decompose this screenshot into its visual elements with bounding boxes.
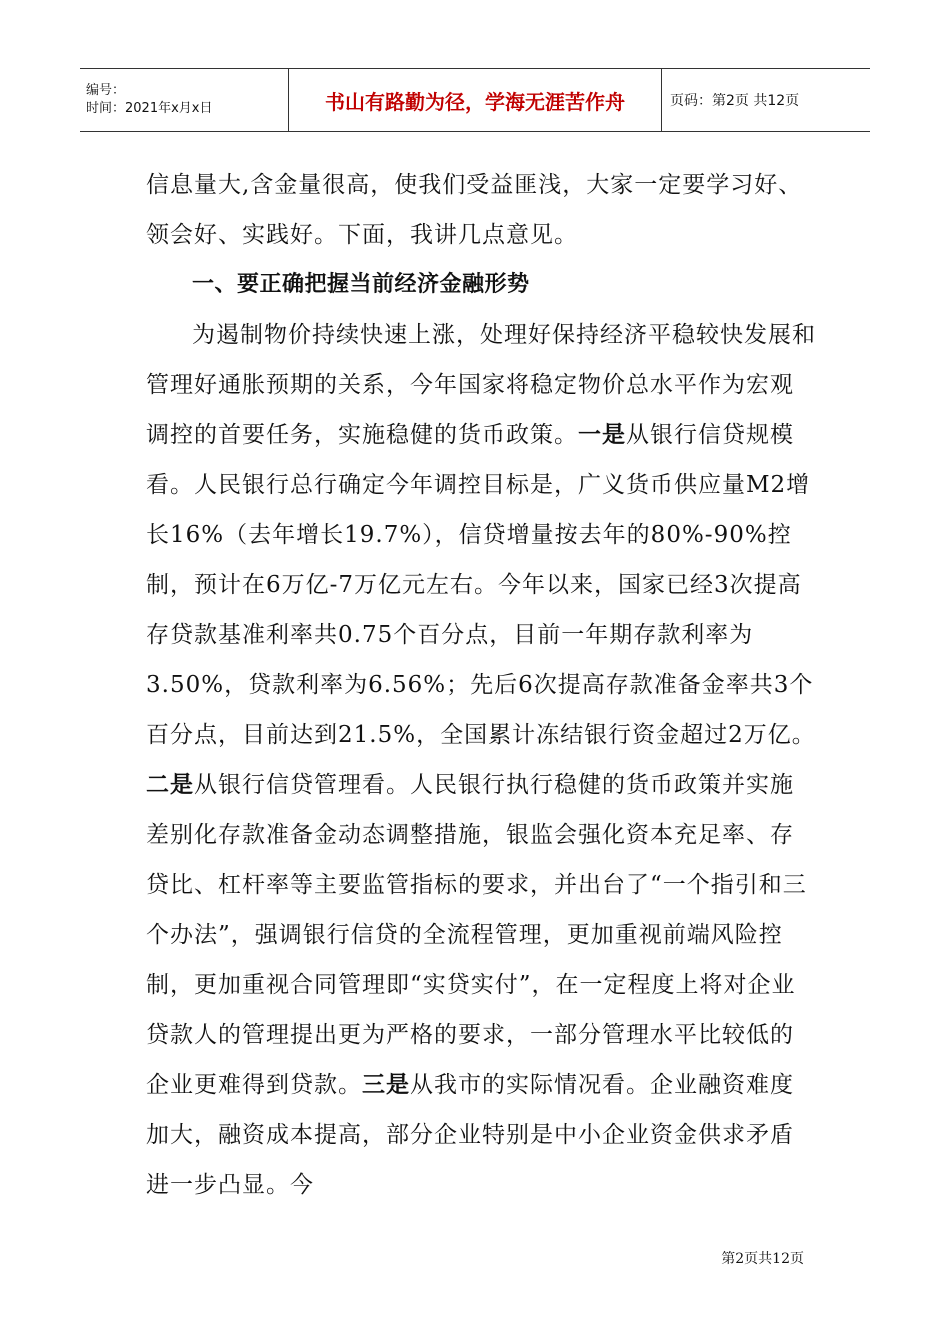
header-motto: [288, 69, 662, 131]
paragraph-text: 从我市的实际情况看。企业融资难度加大，融资成本提高，部分企业特别是中小企业资金供求矛盾进一步凸显。今: [146, 1072, 794, 1198]
paragraph-economy: [146, 310, 816, 1210]
paragraph-text: 为遏制物价持续快速上涨，处理好保持经济平稳较快发展和管理好通胀预期的关系，今年国家将稳定物价总水平作为宏观调控的首要任务，实施稳健的货币政策。: [146, 322, 816, 448]
page-info-text: 页码：第2页 共12页: [670, 93, 800, 109]
header-meta: [80, 69, 288, 131]
document-number-label: 编号：: [86, 83, 126, 98]
page-footer: 第2页共12页: [721, 1251, 804, 1267]
paragraph-text: 从银行信贷规模看。人民银行总行确定今年调控目标是，广义货币供应量M2增长16%（去年增长19.7%），信贷增量按去年的80%-90%控制，预计在6万亿-7万亿元左右。今年以来，国家已经3次提高存贷款基准利率共0.75个百分点，目前一年期存款利率为3.50%，贷款利率为6.56%；先后6次提高存款准备金率共3个百分点，目前达到21.5%，全国累计冻结银行资金超过2万亿。: [146, 422, 816, 748]
motto-text: 书山有路勤为径，学海无涯苦作舟: [325, 89, 625, 114]
paragraph-intro: 信息量大,含金量很高，使我们受益匪浅，大家一定要学习好、领会好、实践好。下面，我讲几点意见。: [146, 172, 803, 248]
document-date: 时间：2021年x月x日: [86, 101, 213, 116]
document-body: [146, 160, 816, 1210]
point-two-marker: 二是: [146, 772, 194, 798]
point-three-marker: 三是: [362, 1072, 410, 1098]
page-header: [80, 68, 870, 132]
section-heading: 一、要正确把握当前经济金融形势: [192, 272, 530, 297]
header-page-info: [662, 69, 870, 131]
paragraph-text: 从银行信贷管理看。人民银行执行稳健的货币政策并实施差别化存款准备金动态调整措施，银监会强化资本充足率、存贷比、杠杆率等主要监管指标的要求，并出台了“一个指引和三个办法”，强调银行信贷的全流程管理，更加重视前端风险控制，更加重视合同管理即“实贷实付”，在一定程度上将对企业贷款人的管理提出更为严格的要求，一部分管理水平比较低的企业更难得到贷款。: [146, 772, 807, 1098]
point-one-marker: 一是: [578, 422, 626, 448]
